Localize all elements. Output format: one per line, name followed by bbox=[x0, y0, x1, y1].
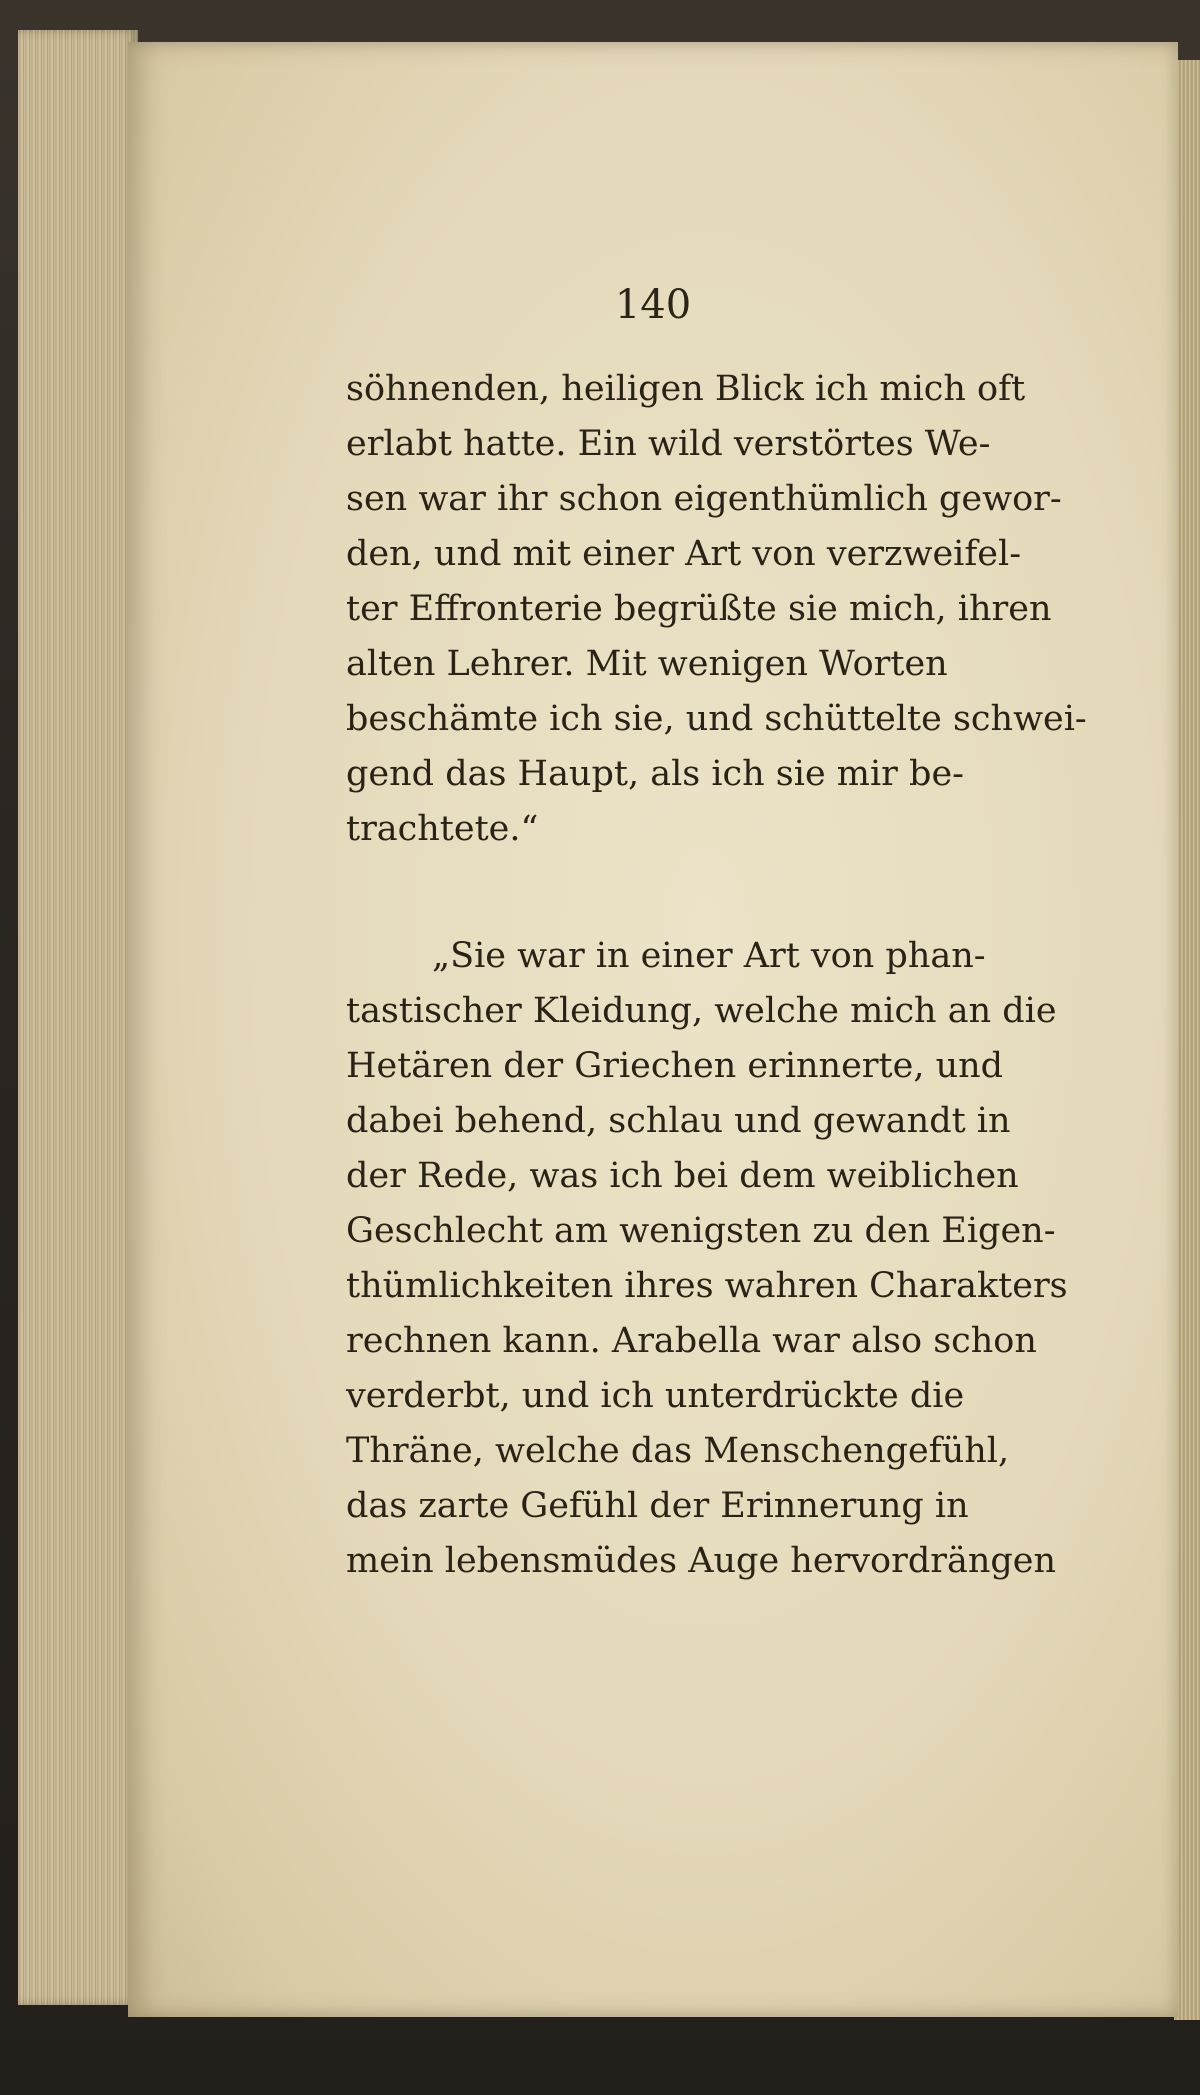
text-line: gend das Haupt, als ich sie mir be- bbox=[346, 754, 964, 794]
text-line: sen war ihr schon eigenthümlich gewor- bbox=[346, 479, 1062, 519]
text-line: tastischer Kleidung, welche mich an die bbox=[346, 991, 1057, 1031]
book-page bbox=[128, 42, 1178, 2017]
text-line: Geschlecht am wenigsten zu den Eigen- bbox=[346, 1211, 1056, 1251]
text-line: „Sie war in einer Art von phan- bbox=[432, 936, 986, 976]
text-line: söhnenden, heiligen Blick ich mich oft bbox=[346, 369, 1026, 409]
page-number: 140 bbox=[614, 282, 692, 328]
text-line: dabei behend, schlau und gewandt in bbox=[346, 1101, 1011, 1141]
paragraph-gap bbox=[346, 857, 936, 929]
text-line: der Rede, was ich bei dem weiblichen bbox=[346, 1156, 1019, 1196]
text-line: erlabt hatte. Ein wild verstörtes We- bbox=[346, 424, 991, 464]
text-line: Hetären der Griechen erinnerte, und bbox=[346, 1046, 1004, 1086]
text-line: beschämte ich sie, und schüttelte schwei- bbox=[346, 699, 1087, 739]
text-line: mein lebensmüdes Auge hervordrängen bbox=[346, 1541, 1057, 1581]
text-line: thümlichkeiten ihres wahren Charakters bbox=[346, 1266, 1068, 1306]
text-line: rechnen kann. Arabella war also schon bbox=[346, 1321, 1037, 1361]
text-line: trachtete.“ bbox=[346, 809, 539, 849]
page-stack-left bbox=[18, 30, 138, 2005]
text-line: alten Lehrer. Mit wenigen Worten bbox=[346, 644, 948, 684]
body-text bbox=[346, 362, 1087, 1589]
text-line: den, und mit einer Art von verzweifel- bbox=[346, 534, 1022, 574]
text-line: ter Effronterie begrüßte sie mich, ihren bbox=[346, 589, 1052, 629]
text-line: verderbt, und ich unterdrückte die bbox=[346, 1376, 965, 1416]
text-line: Thräne, welche das Menschengefühl, bbox=[346, 1431, 1010, 1471]
text-line: das zarte Gefühl der Erinnerung in bbox=[346, 1486, 969, 1526]
